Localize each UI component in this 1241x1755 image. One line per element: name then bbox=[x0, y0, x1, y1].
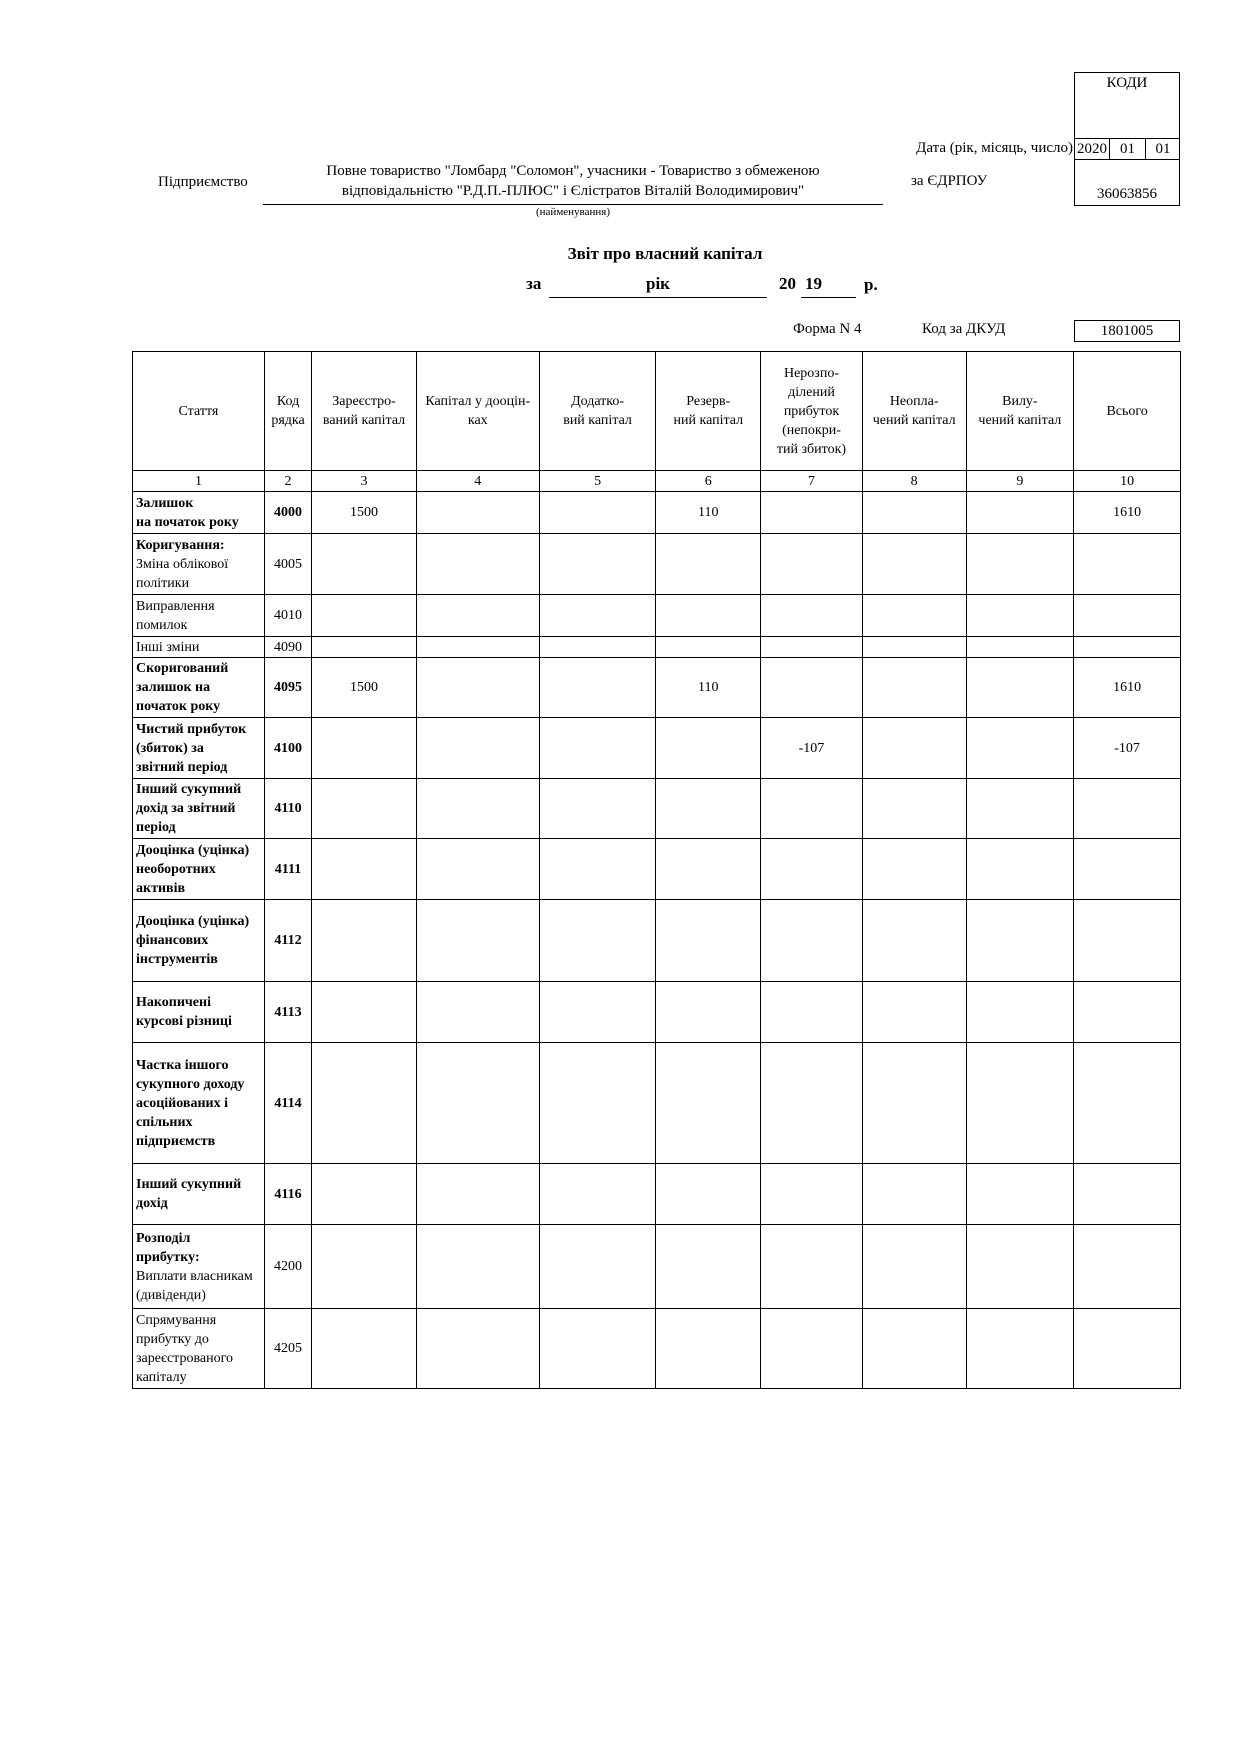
row-title-line: Інший сукупний bbox=[136, 1177, 242, 1192]
value-cell bbox=[539, 1225, 656, 1309]
enterprise-caption: (найменування) bbox=[536, 206, 610, 218]
row-title bbox=[133, 900, 265, 982]
value-cell bbox=[761, 982, 863, 1043]
value-cell bbox=[416, 637, 539, 658]
value-cell bbox=[312, 1043, 417, 1164]
row-title-line: період bbox=[136, 820, 176, 835]
row-code: 4205 bbox=[264, 1309, 311, 1389]
value-cell: 1610 bbox=[1074, 492, 1181, 534]
value-cell bbox=[966, 534, 1074, 595]
row-title-line: (збиток) за bbox=[136, 740, 204, 756]
row-title-line: підприємств bbox=[136, 1133, 216, 1149]
value-cell bbox=[539, 982, 656, 1043]
row-title-line: інструментів bbox=[136, 952, 218, 967]
value-cell bbox=[761, 1309, 863, 1389]
column-header-line: Резерв- bbox=[686, 394, 731, 409]
row-title-line: Виправлення bbox=[136, 598, 215, 614]
row-code: 4005 bbox=[264, 534, 311, 595]
value-cell bbox=[416, 492, 539, 534]
table-row bbox=[133, 534, 1181, 595]
row-title bbox=[133, 839, 265, 900]
row-title-line: Виплати власникам bbox=[136, 1268, 253, 1284]
value-cell bbox=[312, 595, 417, 637]
column-number-row bbox=[133, 471, 1181, 492]
row-title-line: Чистий прибуток bbox=[136, 721, 247, 737]
value-cell bbox=[862, 595, 966, 637]
row-title bbox=[133, 637, 265, 658]
row-title-line: звітний період bbox=[136, 759, 228, 775]
enterprise-name-line1: Повне товариство "Ломбард "Соломон", учасники - Товариство з обмеженою bbox=[326, 163, 820, 179]
value-cell bbox=[761, 1043, 863, 1164]
value-cell: 110 bbox=[656, 658, 761, 718]
value-cell bbox=[862, 492, 966, 534]
row-title bbox=[133, 658, 265, 718]
year-end: р. bbox=[864, 275, 878, 294]
column-header-line: Код bbox=[276, 394, 300, 409]
value-cell bbox=[1074, 900, 1181, 982]
value-cell bbox=[416, 658, 539, 718]
value-cell bbox=[966, 1309, 1074, 1389]
column-header bbox=[966, 352, 1074, 471]
table-row bbox=[133, 900, 1181, 982]
value-cell bbox=[656, 1309, 761, 1389]
value-cell bbox=[761, 658, 863, 718]
value-cell bbox=[312, 1164, 417, 1225]
row-title-line: Залишок bbox=[136, 495, 194, 511]
value-cell bbox=[862, 839, 966, 900]
column-header-line: ках bbox=[467, 413, 488, 428]
row-title-line: прибутку до bbox=[136, 1331, 209, 1347]
codes-divider bbox=[1075, 159, 1179, 160]
table-row bbox=[133, 718, 1181, 779]
column-header bbox=[416, 352, 539, 471]
value-cell bbox=[312, 900, 417, 982]
value-cell bbox=[416, 534, 539, 595]
value-cell bbox=[656, 839, 761, 900]
row-code: 4111 bbox=[264, 839, 311, 900]
value-cell bbox=[656, 982, 761, 1043]
value-cell bbox=[862, 779, 966, 839]
value-cell bbox=[416, 1225, 539, 1309]
table-row bbox=[133, 982, 1181, 1043]
value-cell bbox=[966, 839, 1074, 900]
row-title-line: залишок на bbox=[136, 680, 211, 695]
row-title bbox=[133, 718, 265, 779]
value-cell bbox=[539, 492, 656, 534]
value-cell bbox=[761, 1225, 863, 1309]
header-row bbox=[133, 352, 1181, 471]
value-cell bbox=[761, 900, 863, 982]
row-title bbox=[133, 1309, 265, 1389]
value-cell bbox=[862, 637, 966, 658]
value-cell bbox=[312, 982, 417, 1043]
value-cell bbox=[539, 1043, 656, 1164]
value-cell bbox=[416, 982, 539, 1043]
column-header-line: Нерозпо- bbox=[783, 365, 839, 381]
row-title-line: Скоригований bbox=[136, 661, 229, 676]
table-row bbox=[133, 637, 1181, 658]
column-header-line: Зареєстро- bbox=[332, 394, 396, 409]
row-code: 4200 bbox=[264, 1225, 311, 1309]
value-cell bbox=[539, 1164, 656, 1225]
value-cell bbox=[416, 900, 539, 982]
value-cell bbox=[539, 900, 656, 982]
row-title-line: фінансових bbox=[136, 933, 209, 948]
row-title-line: курсові різниці bbox=[136, 1014, 232, 1029]
column-number: 8 bbox=[862, 471, 966, 492]
value-cell bbox=[862, 658, 966, 718]
table-row bbox=[133, 1225, 1181, 1309]
enterprise-underline bbox=[263, 204, 883, 205]
value-cell bbox=[966, 1164, 1074, 1225]
value-cell bbox=[539, 658, 656, 718]
value-cell bbox=[862, 1164, 966, 1225]
value-cell bbox=[1074, 1043, 1181, 1164]
row-title bbox=[133, 1225, 265, 1309]
row-title-line: зареєстрованого bbox=[136, 1350, 233, 1366]
value-cell bbox=[539, 1309, 656, 1389]
row-title bbox=[133, 982, 265, 1043]
row-title-line: Інші зміни bbox=[136, 639, 200, 655]
form-label: Форма N 4 bbox=[793, 321, 862, 337]
value-cell bbox=[862, 1225, 966, 1309]
column-header-line: прибуток bbox=[783, 403, 840, 419]
column-header-line: Стаття bbox=[178, 403, 219, 419]
row-code: 4000 bbox=[264, 492, 311, 534]
table-row bbox=[133, 1309, 1181, 1389]
value-cell bbox=[656, 1043, 761, 1164]
year-suffix: 19 bbox=[805, 274, 822, 293]
value-cell bbox=[1074, 1164, 1181, 1225]
row-title-line: Частка іншого bbox=[136, 1057, 229, 1073]
table-row bbox=[133, 492, 1181, 534]
value-cell bbox=[862, 900, 966, 982]
row-code: 4116 bbox=[264, 1164, 311, 1225]
value-cell: -107 bbox=[761, 718, 863, 779]
date-label: Дата (рік, місяць, число) bbox=[916, 140, 1073, 156]
value-cell bbox=[862, 718, 966, 779]
codes-box bbox=[1074, 72, 1180, 206]
value-cell: 1500 bbox=[312, 492, 417, 534]
period-value: рік bbox=[646, 274, 670, 293]
row-code: 4112 bbox=[264, 900, 311, 982]
value-cell bbox=[1074, 595, 1181, 637]
column-header bbox=[539, 352, 656, 471]
value-cell bbox=[416, 718, 539, 779]
row-code: 4114 bbox=[264, 1043, 311, 1164]
dkud-label: Код за ДКУД bbox=[922, 321, 1006, 337]
column-header-line: Додатко- bbox=[571, 394, 625, 409]
value-cell bbox=[966, 595, 1074, 637]
row-code: 4113 bbox=[264, 982, 311, 1043]
value-cell bbox=[312, 1225, 417, 1309]
column-header bbox=[656, 352, 761, 471]
row-title-line: Дооцінка (уцінка) bbox=[136, 914, 250, 929]
value-cell bbox=[966, 982, 1074, 1043]
value-cell bbox=[1074, 637, 1181, 658]
equity-table-body bbox=[133, 352, 1181, 1389]
report-title: Звіт про власний капітал bbox=[567, 244, 763, 263]
table-row bbox=[133, 1164, 1181, 1225]
value-cell bbox=[539, 779, 656, 839]
column-header-line: ваний капітал bbox=[322, 413, 406, 428]
value-cell bbox=[656, 779, 761, 839]
column-header bbox=[761, 352, 863, 471]
table-row bbox=[133, 1043, 1181, 1164]
row-title-line: помилок bbox=[136, 617, 188, 633]
value-cell bbox=[761, 839, 863, 900]
period-prefix: за bbox=[526, 274, 542, 293]
value-cell bbox=[656, 1164, 761, 1225]
value-cell bbox=[539, 718, 656, 779]
value-cell bbox=[416, 1164, 539, 1225]
value-cell bbox=[312, 839, 417, 900]
row-title-line: спільних bbox=[136, 1114, 193, 1130]
row-title-line: (дивіденди) bbox=[136, 1287, 206, 1303]
value-cell bbox=[862, 1043, 966, 1164]
column-header-line: рядка bbox=[271, 413, 305, 428]
value-cell bbox=[1074, 839, 1181, 900]
value-cell bbox=[1074, 1309, 1181, 1389]
enterprise-label: Підприємство bbox=[158, 174, 248, 190]
value-cell bbox=[312, 718, 417, 779]
column-header-line: Неопла- bbox=[889, 394, 939, 409]
row-title-line: Інший сукупний bbox=[136, 782, 242, 797]
value-cell: -107 bbox=[1074, 718, 1181, 779]
row-code: 4090 bbox=[264, 637, 311, 658]
row-title-line: дохід за звітний bbox=[136, 801, 236, 816]
value-cell bbox=[539, 595, 656, 637]
row-title bbox=[133, 779, 265, 839]
value-cell bbox=[966, 637, 1074, 658]
column-header-line: Всього bbox=[1106, 403, 1148, 419]
value-cell bbox=[416, 839, 539, 900]
value-cell bbox=[539, 534, 656, 595]
value-cell bbox=[312, 534, 417, 595]
column-header-line: (непокри- bbox=[782, 422, 841, 438]
enterprise-name-line2: відповідальністю "Р.Д.П.-ПЛЮС" і Єлістратов Віталій Володимирович" bbox=[341, 183, 805, 199]
value-cell bbox=[966, 1043, 1074, 1164]
column-header-line: ділений bbox=[788, 384, 835, 400]
value-cell bbox=[761, 1164, 863, 1225]
column-header bbox=[862, 352, 966, 471]
column-header-line: Капітал у дооцін- bbox=[425, 394, 531, 409]
value-cell bbox=[761, 637, 863, 658]
column-header-line: чений капітал bbox=[978, 413, 1062, 428]
row-title bbox=[133, 534, 265, 595]
value-cell bbox=[656, 1225, 761, 1309]
edrpou-code: 36063856 bbox=[1097, 186, 1157, 202]
row-title-line: Розподіл bbox=[136, 1230, 191, 1246]
codes-title: КОДИ bbox=[1106, 75, 1148, 91]
value-cell bbox=[1074, 1225, 1181, 1309]
value-cell bbox=[312, 637, 417, 658]
value-cell bbox=[656, 900, 761, 982]
value-cell bbox=[966, 492, 1074, 534]
column-header bbox=[1074, 352, 1181, 471]
value-cell bbox=[312, 779, 417, 839]
value-cell bbox=[656, 718, 761, 779]
year-underline bbox=[801, 297, 856, 298]
row-title bbox=[133, 595, 265, 637]
value-cell: 1610 bbox=[1074, 658, 1181, 718]
table-row bbox=[133, 658, 1181, 718]
row-title-line: Накопичені bbox=[136, 995, 211, 1010]
period-underline bbox=[549, 297, 767, 298]
row-title-line: необоротних bbox=[136, 861, 216, 877]
value-cell bbox=[1074, 982, 1181, 1043]
column-header-line: чений капітал bbox=[872, 413, 956, 428]
value-cell bbox=[966, 658, 1074, 718]
column-number: 2 bbox=[264, 471, 311, 492]
value-cell bbox=[416, 595, 539, 637]
row-title-line: асоційованих і bbox=[136, 1095, 228, 1111]
row-code: 4110 bbox=[264, 779, 311, 839]
row-title-line: політики bbox=[136, 575, 190, 591]
value-cell bbox=[761, 492, 863, 534]
column-number: 3 bbox=[312, 471, 417, 492]
row-title-line: Дооцінка (уцінка) bbox=[136, 842, 250, 858]
value-cell bbox=[761, 595, 863, 637]
date-day: 01 bbox=[1155, 141, 1171, 157]
column-header-line: вий капітал bbox=[563, 413, 632, 428]
column-header-line: Вилу- bbox=[1002, 394, 1038, 409]
row-title bbox=[133, 1043, 265, 1164]
value-cell bbox=[862, 534, 966, 595]
value-cell bbox=[656, 637, 761, 658]
value-cell bbox=[416, 1043, 539, 1164]
value-cell bbox=[656, 595, 761, 637]
row-code: 4100 bbox=[264, 718, 311, 779]
row-title-line: початок року bbox=[136, 699, 221, 714]
row-title-line: Спрямування bbox=[136, 1312, 217, 1328]
value-cell bbox=[862, 1309, 966, 1389]
row-title-line: прибутку: bbox=[136, 1249, 200, 1265]
row-title-line: сукупного доходу bbox=[136, 1076, 245, 1092]
equity-table bbox=[132, 351, 1181, 1389]
value-cell bbox=[966, 1225, 1074, 1309]
value-cell bbox=[966, 718, 1074, 779]
value-cell bbox=[1074, 534, 1181, 595]
column-header bbox=[133, 352, 265, 471]
row-title bbox=[133, 1164, 265, 1225]
value-cell bbox=[761, 779, 863, 839]
row-title-line: на початок року bbox=[136, 514, 239, 530]
column-number: 7 bbox=[761, 471, 863, 492]
row-title-line: Коригування: bbox=[136, 537, 225, 553]
edrpou-label: за ЄДРПОУ bbox=[911, 173, 988, 189]
row-code: 4095 bbox=[264, 658, 311, 718]
value-cell bbox=[966, 900, 1074, 982]
date-month: 01 bbox=[1120, 141, 1135, 157]
value-cell bbox=[539, 839, 656, 900]
row-title-line: Зміна облікової bbox=[136, 556, 229, 572]
dkud-code: 1801005 bbox=[1074, 320, 1180, 342]
table-row bbox=[133, 839, 1181, 900]
row-title-line: активів bbox=[136, 880, 186, 896]
column-number: 4 bbox=[416, 471, 539, 492]
value-cell bbox=[761, 534, 863, 595]
value-cell: 110 bbox=[656, 492, 761, 534]
value-cell bbox=[416, 1309, 539, 1389]
column-number: 6 bbox=[656, 471, 761, 492]
value-cell bbox=[539, 637, 656, 658]
row-code: 4010 bbox=[264, 595, 311, 637]
date-year: 2020 bbox=[1077, 141, 1107, 157]
column-number: 10 bbox=[1074, 471, 1181, 492]
column-header bbox=[312, 352, 417, 471]
value-cell bbox=[656, 534, 761, 595]
row-title-line: капіталу bbox=[136, 1369, 187, 1385]
value-cell bbox=[1074, 779, 1181, 839]
row-title bbox=[133, 492, 265, 534]
value-cell bbox=[312, 1309, 417, 1389]
column-number: 5 bbox=[539, 471, 656, 492]
column-header-line: ний капітал bbox=[673, 413, 744, 428]
row-title-line: дохід bbox=[136, 1196, 168, 1211]
value-cell bbox=[416, 779, 539, 839]
column-header-line: тий збиток) bbox=[776, 441, 847, 457]
value-cell: 1500 bbox=[312, 658, 417, 718]
value-cell bbox=[862, 982, 966, 1043]
column-number: 9 bbox=[966, 471, 1074, 492]
table-row bbox=[133, 779, 1181, 839]
column-header bbox=[264, 352, 311, 471]
column-number: 1 bbox=[133, 471, 265, 492]
table-row bbox=[133, 595, 1181, 637]
year-prefix: 20 bbox=[779, 274, 796, 293]
value-cell bbox=[966, 779, 1074, 839]
